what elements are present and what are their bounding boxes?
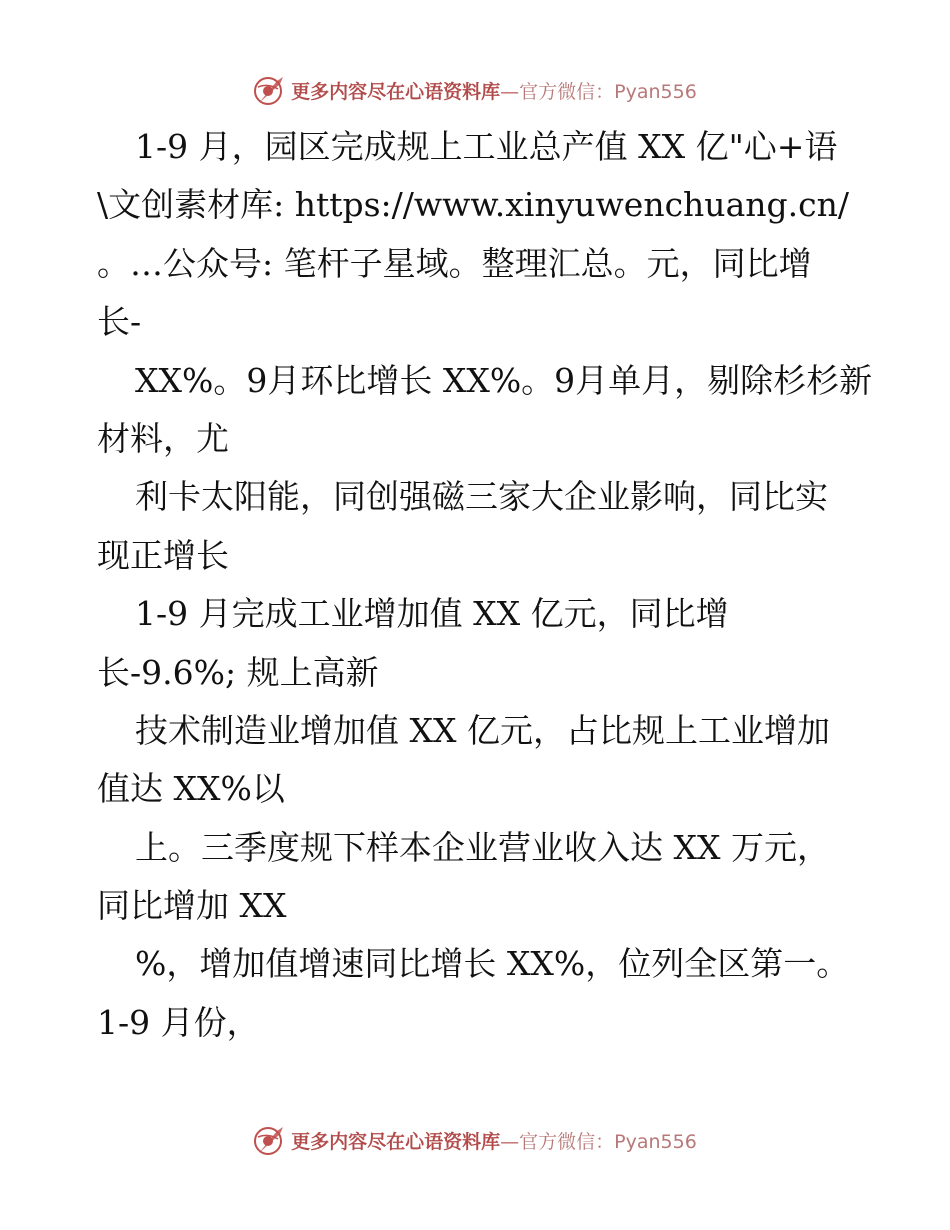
header-banner: [0, 70, 950, 110]
paragraph-line: \文创素材库: https://www.xinyuwenchuang.cn/: [97, 185, 849, 225]
paragraph-line: 长-: [97, 302, 142, 342]
paragraph-line: 1-9 月完成工业增加值 XX 亿元，同比增: [135, 594, 729, 634]
paragraph-line: %，增加值增速同比增长 XX%，位列全区第一。: [135, 944, 850, 984]
paragraph-line: 。…公众号: 笔杆子星域。整理汇总。元，同比增: [97, 243, 812, 283]
paragraph-line: 上。三季度规下样本企业营业收入达 XX 万元，: [135, 827, 830, 867]
document-body: [97, 118, 873, 1052]
pen-logo-icon: [253, 1123, 287, 1157]
footer-banner: [0, 1120, 950, 1160]
paragraph-line: 值达 XX%以: [97, 769, 285, 809]
footer-banner-text: [291, 1127, 697, 1154]
paragraph-line: 1-9 月份，: [97, 1002, 260, 1042]
pen-logo-icon: [253, 73, 287, 107]
header-brand-text: 更多内容尽在心语资料库: [291, 80, 501, 103]
header-separator: —: [500, 80, 520, 103]
paragraph-line: 长-9.6%; 规上高新: [97, 652, 379, 692]
footer-separator: —: [500, 1130, 520, 1153]
footer-wechat-text: 官方微信：Pyan556: [519, 1130, 697, 1153]
paragraph-line: 利卡太阳能，同创强磁三家大企业影响，同比实: [135, 477, 828, 517]
paragraph-line: XX%。9月环比增长 XX%。9月单月，剔除杉杉新: [135, 360, 873, 400]
paragraph-line: 技术制造业增加值 XX 亿元，占比规上工业增加: [135, 710, 830, 750]
header-wechat-text: 官方微信：Pyan556: [519, 80, 697, 103]
paragraph-line: 同比增加 XX: [97, 886, 287, 926]
paragraph-line: 材料，尤: [97, 418, 229, 458]
paragraph-line: 1-9 月，园区完成规上工业总产值 XX 亿"心+语: [135, 127, 838, 166]
paragraph-line: 现正增长: [97, 535, 229, 575]
footer-brand-text: 更多内容尽在心语资料库: [291, 1130, 501, 1153]
header-banner-text: [291, 77, 697, 104]
